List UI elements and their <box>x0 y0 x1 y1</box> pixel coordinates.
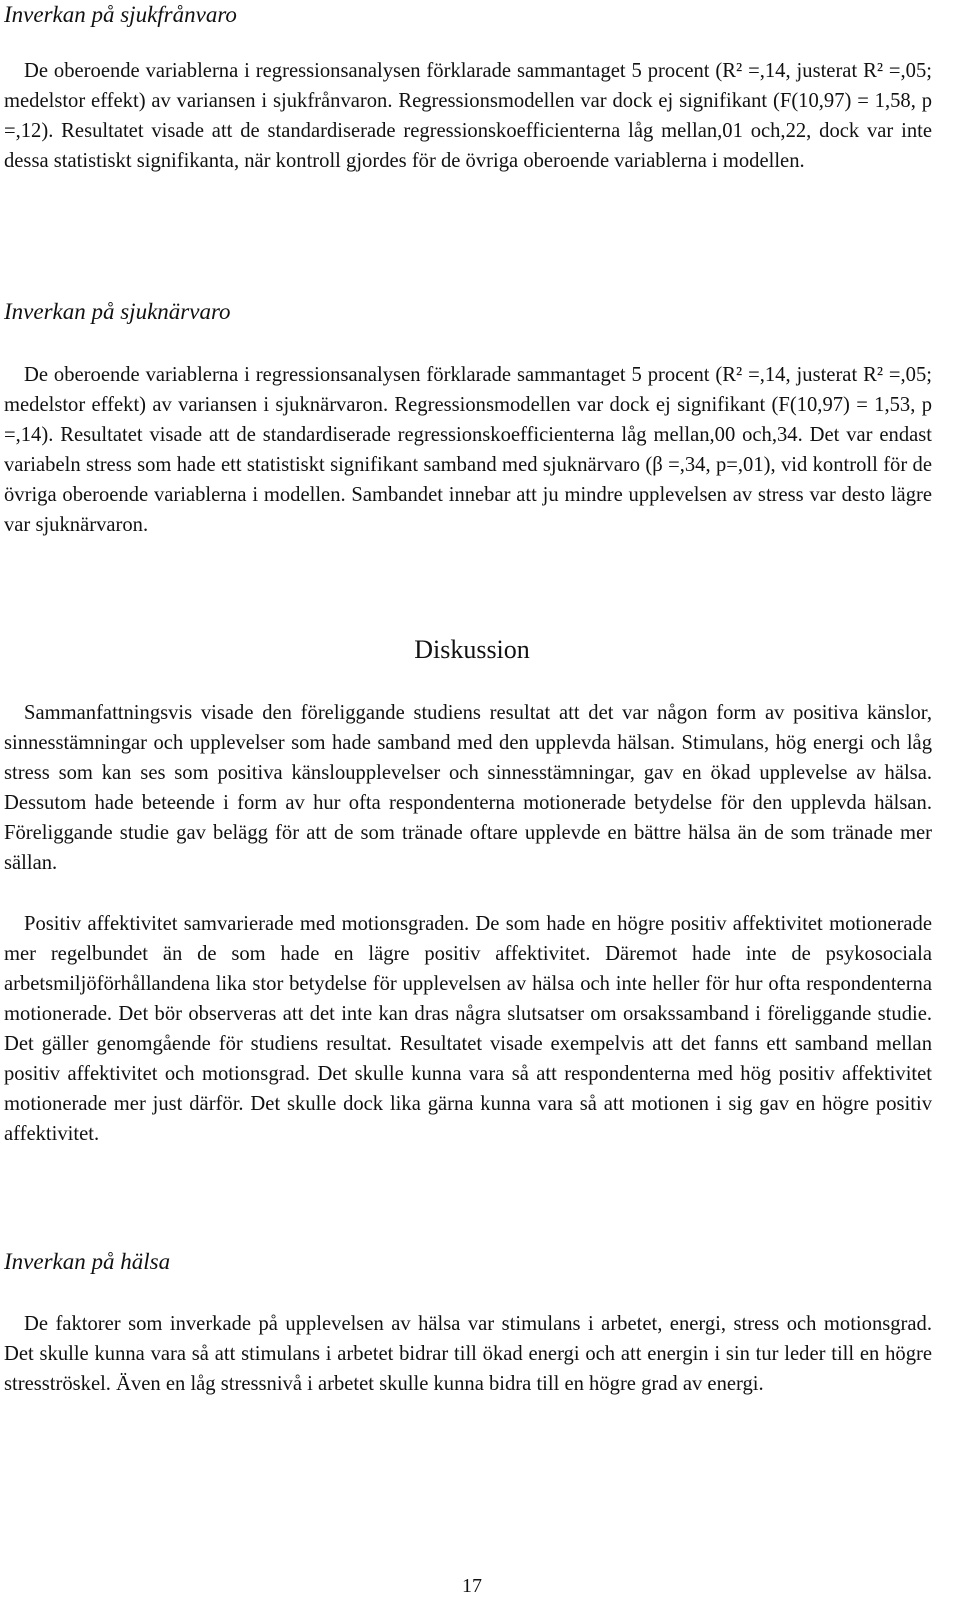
heading-sjukfranvaro: Inverkan på sjukfrånvaro <box>4 2 237 27</box>
paragraph-diskussion-1: Sammanfattningsvis visade den föreliggande studiens resultat att det var någon form av positiva känslor, sinnesstämningar och upplevelser som hade samband med den upplevda hälsan. Stimulans, hög energi och låg stress som kan ses som positiva känsloupplevelser och sinnesstämningar, gav en ökad upplevelse av hälsa. Dessutom hade beteende i form av hur ofta respondenterna motionerade betydelse för den upplevda hälsan. Föreliggande studie gav belägg för att de som tränade oftare upplevde en bättre hälsa än de som tränade mer sällan. <box>4 702 932 874</box>
heading-halsa: Inverkan på hälsa <box>4 1249 171 1274</box>
heading-sjuknarvaro: Inverkan på sjuknärvaro <box>4 299 231 324</box>
page-number: 17 <box>462 1575 482 1597</box>
paragraph-halsa: De faktorer som inverkade på upplevelsen av hälsa var stimulans i arbetet, energi, stress och motionsgrad. Det skulle kunna vara så att stimulans i arbetet bidrar till ökad energi och att energin i sin tur leder till en högre stresströskel. Även en låg stressnivå i arbetet skulle kunna bidra till en högre grad av energi. <box>4 1313 932 1395</box>
heading-diskussion: Diskussion <box>414 635 530 664</box>
paragraph-sjukfranvaro: De oberoende variablerna i regressionsanalysen förklarade sammantaget 5 procent (R² =,14, justerat R² =,05; medelstor effekt) av variansen i sjukfrånvaron. Regressionsmodellen var dock ej signifikant (F(10,97) = 1,58, p =,12). Resultatet visade att de standardiserade regressionskoefficienterna låg mellan,01 och,22, dock var inte dessa statistiskt signifikanta, när kontroll gjordes för de övriga oberoende variablerna i modellen. <box>4 60 932 172</box>
paragraph-diskussion-2: Positiv affektivitet samvarierade med motionsgraden. De som hade en högre positiv affektivitet motionerade mer regelbundet än de som hade en lägre positiv affektivitet. Däremot hade inte de psykosociala arbetsmiljöförhållandena lika stor betydelse för upplevelsen av hälsa och inte heller för hur ofta respondenterna motionerade. Det bör observeras att det inte kan dras några slutsatser om orsakssamband i föreliggande studie. Det gäller genomgående för studiens resultat. Resultatet visade exempelvis att det fanns ett samband mellan positiv affektivitet och motionsgrad. Det skulle kunna vara så att respondenterna med hög positiv affektivitet motionerade mer just därför. Det skulle dock lika gärna kunna vara så att motionen i sig gav en högre positiv affektivitet. <box>4 913 932 1145</box>
paragraph-sjuknarvaro: De oberoende variablerna i regressionsanalysen förklarade sammantaget 5 procent (R² =,14, justerat R² =,05; medelstor effekt) av variansen i sjuknärvaron. Regressionsmodellen var dock ej signifikant (F(10,97) = 1,53, p =,14). Resultatet visade att de standardiserade regressionskoefficienterna låg mellan,00 och,34. Det var endast variabeln stress som hade ett statistiskt signifikant samband med sjuknärvaro (β =,34, p=,01), vid kontroll för de övriga oberoende variablerna i modellen. Sambandet innebar att ju mindre upplevelsen av stress var desto lägre var sjuknärvaron. <box>4 364 932 536</box>
